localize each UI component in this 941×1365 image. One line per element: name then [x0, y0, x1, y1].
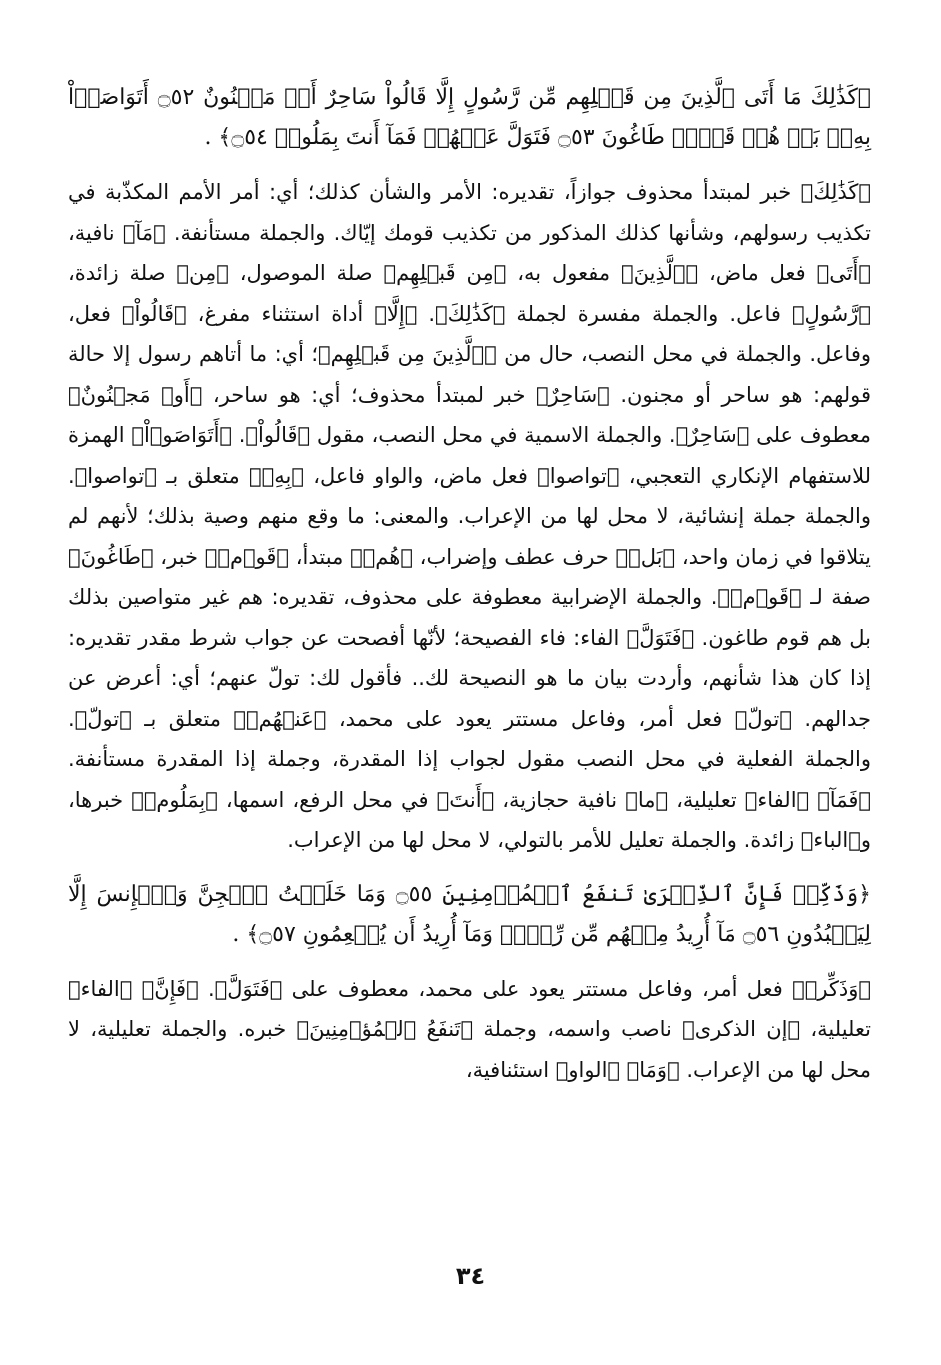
quran-verse-block-2: ﴿وَذَكِّرۡ فَإِنَّ ٱلذِّكۡرَىٰ تَنفَعُ ٱلۡمُؤۡمِنِينَ ۝٥٥ وَمَا خَلَقۡتُ ٱلۡجِنَّ وَٱلۡإِنسَ إِلَّا لِيَعۡبُدُونِ ۝٥٦ مَآ أُرِيدُ مِنۡهُم مِّن رِّزۡقٖ وَمَآ أُرِيدُ أَن يُطۡعِمُونِ ۝٥٧﴾ . [68, 881, 871, 947]
grammar-paragraph-1: ﴿كَذَٰلِكَ﴾ خبر لمبتدأ محذوف جوازاً، تقديره: الأمر والشأن كذلك؛ أي: أمر الأمم المكذّبة في تكذيب رسولهم، وشأنها كذلك المذكور من تكذيب قومك إيّاك. والجملة مستأنفة. ﴿مَآ﴾ نافية، ﴿أَتَى﴾ فعل ماض، ﴿ٱلَّذِينَ﴾ مفعول به، ﴿مِن قَبۡلِهِم﴾ صلة الموصول، ﴿مِن﴾ صلة زائدة، ﴿رَّسُولٍ﴾ فاعل. والجملة مفسرة لجملة ﴿كَذَٰلِكَ﴾. ﴿إِلَّا﴾ أداة استثناء مفرغ، ﴿قَالُواْ﴾ فعل، وفاعل. والجملة في محل النصب، حال من ﴿ٱلَّذِينَ مِن قَبۡلِهِم﴾؛ أي: ما أتاهم رسول إلا حالة قولهم: هو ساحر أو مجنون. ﴿سَاحِرٌ﴾ خبر لمبتدأ محذوف؛ أي: هو ساحر، ﴿أَوۡ مَجۡنُونٌ﴾ معطوف على ﴿سَاحِرٌ﴾. والجملة الاسمية في محل النصب، مقول ﴿قَالُواْ﴾. ﴿أَتَوَاصَوۡاْ﴾ الهمزة للاستفهام الإنكاري التعجبي، ﴿تواصوا﴾ فعل ماض، والواو فاعل، ﴿بِهِۦ﴾ متعلق بـ ﴿تواصوا﴾. والجملة جملة إنشائية، لا محل لها من الإعراب. والمعنى: ما وقع منهم وصية بذلك؛ لأنهم لم يتلاقوا في زمان واحد، ﴿بَلۡ﴾ حرف عطف وإضراب، ﴿هُمۡ﴾ مبتدأ، ﴿قَوۡمٞ﴾ خبر، ﴿طَاغُونَ﴾ صفة لـ ﴿قَوۡمٞ﴾. والجملة الإضرابية معطوفة على محذوف، تقديره: هم غير متواصين بذلك بل هم قوم طاغون. ﴿فَتَوَلَّ﴾ الفاء: فاء الفصيحة؛ لأنّها أفصحت عن جواب شرط مقدر تقديره: إذا كان هذا شأنهم، وأردت بيان ما هو النصيحة لك.. فأقول لك: تولّ عنهم؛ أي: أعرض عن جدالهم. ﴿تولّ﴾ فعل أمر، وفاعل مستتر يعود على محمد، ﴿عَنۡهُمۡ﴾ متعلق بـ ﴿تولّ﴾. والجملة الفعلية في محل النصب مقول لجواب إذا المقدرة، وجملة إذا المقدرة مستأنفة. ﴿فَمَآ﴾ ﴿الفاء﴾ تعليلية، ﴿ما﴾ نافية حجازية، ﴿أَنتَ﴾ في محل الرفع، اسمها، ﴿بِمَلُومٖ﴾ خبرها، و﴿الباء﴾ زائدة. والجملة تعليل للأمر بالتولي، لا محل لها من الإعراب. [68, 180, 871, 852]
page-body [68, 78, 871, 1090]
grammar-paragraph-2: ﴿وَذَكِّرۡ﴾ فعل أمر، وفاعل مستتر يعود على محمد، معطوف على ﴿فَتَوَلَّ﴾. ﴿فَإِنَّ﴾ ﴿الفاء﴾ تعليلية، ﴿إن الذكرى﴾ ناصب واسمه، وجملة ﴿تَنفَعُ ٱلۡمُؤۡمِنِينَ﴾ خبره. والجملة تعليلية، لا محل لها من الإعراب. ﴿وَمَا﴾ ﴿الواو﴾ استئنافية، [68, 976, 871, 1082]
page-number: ٣٤ [455, 1262, 486, 1290]
quran-verse-block-1: ﴿كَذَٰلِكَ مَا أَتَى ٱلَّذِينَ مِن قَبۡلِهِم مِّن رَّسُولٍ إِلَّا قَالُواْ سَاحِرٌ أَوۡ مَجۡنُونٌ ۝٥٢ أَتَوَاصَوۡاْ بِهِۦۚ بَلۡ هُمۡ قَوۡمٞ طَاغُونَ ۝٥٣ فَتَوَلَّ عَنۡهُمۡ فَمَآ أَنتَ بِمَلُومٖ ۝٥٤﴾ . [68, 85, 871, 150]
